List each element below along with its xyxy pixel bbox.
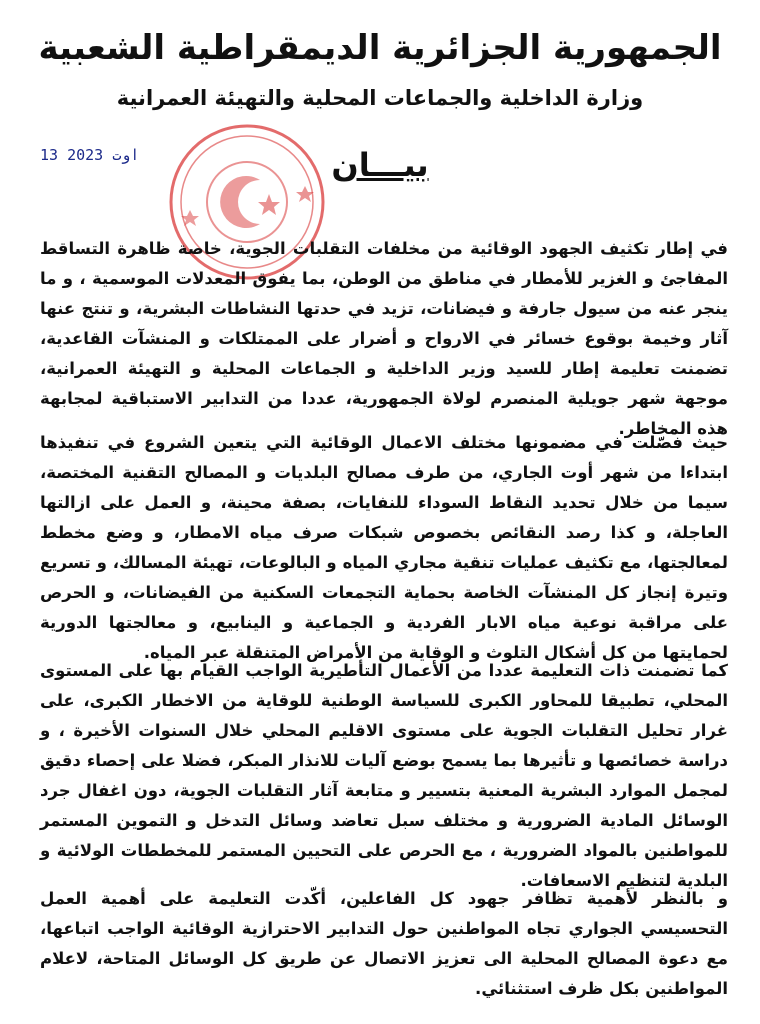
statement-title: بيـــان [331, 146, 429, 184]
ministry-heading: وزارة الداخلية والجماعات المحلية والتهيئة العمرانية [116, 86, 644, 110]
paragraph-2: حيث فصّلت في مضمونها مختلف الاعمال الوقائية التي يتعين الشروع في تنفيذها ابتداءا من شهر أوت الجاري، من طرف مصالح البلديات و المصالح التقنية المختصة، سيما من خلال تحديد النقاط السوداء للنفايات، بصفة محينة، و العمل على ازالتها العاجلة، و كذا رصد النقائص بخصوص شبكات صرف مياه الامطار، و وضع مخطط لمعالجتها، مع تكثيف عمليات تنقية مجاري المياه و البالوعات، تهيئة المسالك، و تسريع وتيرة إنجاز كل المنشآت الخاصة بحماية التجمعات السكنية من الفيضانات، و الحرص على مراقبة نوعية مياه الابار الفردية و الجماعية و الينابيع، و معالجتها الدورية لحمايتها من كل أشكال التلوث و الوقاية من الأمراض المتنقلة عبر المياه. [40, 433, 728, 662]
paragraph-3: كما تضمنت ذات التعليمة عددا من الأعمال التأطيرية الواجب القيام بها على المستوى المحلي، تطبيقا للمحاور الكبرى للسياسة الوطنية للوقاية من الاخطار الكبرى، على غرار تحليل التقلبات الجوية على مستوى الاقليم المحلي خلال السنوات الأخيرة ، و دراسة خصائصها و تأثيرها بما يسمح بوضع آليات للانذار المبكر، فضلا على إحصاء دقيق لمجمل الموارد البشرية المعنية بتسيير و متابعة آثار التقلبات الجوية، دون اغفال جرد الوسائل المادية الضرورية و مختلف سبل تعاضد وسائل التدخل و التموين المستمر للمواطنين بالمواد الضرورية ، مع الحرص على التحيين المستمر للمخططات الولائية و البلدية لتنظيم الاسعافات. [40, 661, 728, 890]
date-stamp: 13 اوت 2023 [40, 146, 140, 164]
paragraph-1: في إطار تكثيف الجهود الوقائية من مخلفات التقلبات الجوية، خاصة ظاهرة التساقط المفاجئ و الغزير للأمطار في مناطق من الوطن، بما يفوق المعدلات الموسمية ، و ما ينجر عنه من سيول جارفة و فيضانات، تزيد في حدتها النشاطات البشرية، و تنتج عنها آثار وخيمة بوقوع خسائر في الارواح و أضرار على الممتلكات و المنشآت القاعدية، تضمنت تعليمة إطار للسيد وزير الداخلية و الجماعات المحلية و التهيئة العمرانية، موجهة شهر جويلية المنصرم لولاة الجمهورية، عددا من التدابير الاستباقية لمجابهة هذه المخاطر. [40, 239, 728, 438]
republic-heading: الجمهورية الجزائرية الديمقراطية الشعبية [38, 28, 722, 68]
paragraph-4: و بالنظر لأهمية تظافر جهود كل الفاعلين، أكّدت التعليمة على أهمية العمل التحسيسي الجواري تجاه المواطنين حول التدابير الاحترازية الوقائية الواجب اتباعها، مع دعوة المصالح المحلية الى تعزيز الاتصال عن طريق كل الوسائل المتاحة، لاعلام المواطنين بكل ظرف استثنائي. [40, 889, 728, 998]
